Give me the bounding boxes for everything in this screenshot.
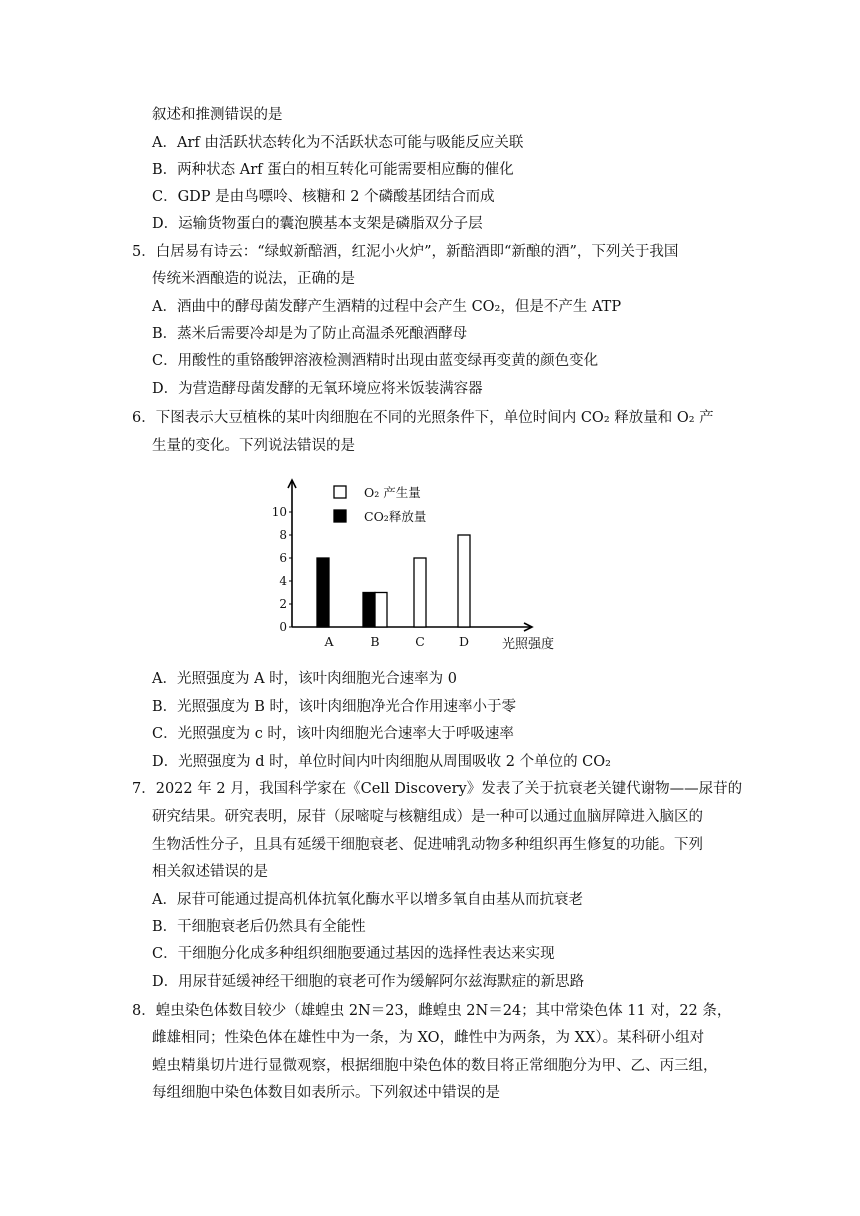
q7-option-c: C．干细胞分化成多种组织细胞要通过基因的选择性表达来实现	[152, 946, 555, 962]
y-tick-label: 4	[279, 574, 287, 588]
bar-co2-release	[317, 558, 329, 627]
q6-option-a: A．光照强度为 A 时，该叶肉细胞光合速率为 0	[152, 671, 457, 687]
q5-option-a: A．酒曲中的酵母菌发酵产生酒精的过程中会产生 CO₂，但是不产生 ATP	[152, 299, 622, 315]
legend-swatch-o2	[334, 486, 346, 498]
y-tick-label: 0	[279, 620, 287, 634]
q6-option-b: B．光照强度为 B 时，该叶肉细胞净光合作用速率小于零	[152, 699, 517, 715]
q6-stem-line2: 生量的变化。下列说法错误的是	[152, 438, 355, 454]
q7-option-b: B．干细胞衰老后仍然具有全能性	[152, 919, 366, 935]
y-tick-label: 10	[271, 505, 287, 519]
q7-option-d: D．用尿苷延缓神经干细胞的衰老可作为缓解阿尔兹海默症的新思路	[152, 974, 585, 990]
q6-bar-chart	[270, 470, 590, 660]
y-tick-label: 2	[279, 597, 287, 611]
q4-option-d: D．运输货物蛋白的囊泡膜基本支架是磷脂双分子层	[152, 216, 483, 232]
q8-stem-line4: 每组细胞中染色体数目如表所示。下列叙述中错误的是	[152, 1085, 500, 1101]
x-category-label: C	[415, 634, 425, 649]
q7-stem-line3: 生物活性分子，且具有延缓干细胞衰老、促进哺乳动物多种组织再生修复的功能。下列	[152, 837, 703, 853]
q4-option-c: C．GDP 是由鸟嘌呤、核糖和 2 个磷酸基团结合而成	[152, 189, 495, 205]
bar-co2-release	[363, 593, 375, 628]
q8-stem-line1: 8．蝗虫染色体数目较少（雄蝗虫 2N＝23，雌蝗虫 2N＝24；其中常染色体 11 对，22 条，	[132, 1003, 732, 1019]
bar-chart-svg	[270, 470, 590, 660]
legend-label-co2: CO₂释放量	[364, 509, 427, 524]
q6-option-d: D．光照强度为 d 时，单位时间内叶肉细胞从周围吸收 2 个单位的 CO₂	[152, 754, 611, 770]
x-category-label: B	[370, 634, 380, 649]
q7-stem-line2: 研究结果。研究表明，尿苷（尿嘧啶与核糖组成）是一种可以通过血脑屏障进入脑区的	[152, 809, 703, 825]
q4-option-a: A．Arf 由活跃状态转化为不活跃状态可能与吸能反应关联	[152, 135, 524, 151]
q5-option-d: D．为营造酵母菌发酵的无氧环境应将米饭装满容器	[152, 381, 483, 397]
q8-stem-line2: 雌雄相同；性染色体在雄性中为一条，为 XO，雌性中为两条，为 XX）。某科研小组对	[152, 1030, 705, 1046]
q4-stem-tail: 叙述和推测错误的是	[152, 107, 283, 123]
q4-option-b: B．两种状态 Arf 蛋白的相互转化可能需要相应酶的催化	[152, 162, 514, 178]
q7-stem-line4: 相关叙述错误的是	[152, 864, 268, 880]
bar-o2-production	[375, 593, 387, 628]
q7-stem-line1: 7．2022 年 2 月，我国科学家在《Cell Discovery》发表了关于抗衰老关键代谢物——尿苷的	[132, 781, 743, 797]
y-tick-label: 6	[279, 551, 287, 565]
q5-option-c: C．用酸性的重铬酸钾溶液检测酒精时出现由蓝变绿再变黄的颜色变化	[152, 353, 599, 369]
q7-option-a: A．尿苷可能通过提高机体抗氧化酶水平以增多氧自由基从而抗衰老	[152, 892, 583, 908]
legend-swatch-co2	[334, 510, 346, 522]
y-tick-label: 8	[279, 528, 287, 542]
x-axis-title: 光照强度	[502, 637, 555, 652]
legend-label-o2: O₂ 产生量	[364, 485, 421, 500]
q5-option-b: B．蒸米后需要冷却是为了防止高温杀死酿酒酵母	[152, 326, 468, 342]
q5-stem-line1: 5．白居易有诗云：“绿蚁新醅酒，红泥小火炉”，新醅酒即“新酿的酒”，下列关于我国	[132, 244, 679, 260]
q6-stem-line1: 6．下图表示大豆植株的某叶肉细胞在不同的光照条件下，单位时间内 CO₂ 释放量和 O₂ 产	[132, 410, 714, 426]
x-category-label: D	[458, 634, 470, 649]
bar-o2-production	[458, 535, 470, 627]
q6-option-c: C．光照强度为 c 时，该叶肉细胞光合速率大于呼吸速率	[152, 726, 514, 742]
q8-stem-line3: 蝗虫精巢切片进行显微观察，根据细胞中染色体的数目将正常细胞分为甲、乙、丙三组，	[152, 1058, 718, 1074]
bar-o2-production	[414, 558, 426, 627]
q5-stem-line2: 传统米酒酿造的说法，正确的是	[152, 271, 355, 287]
x-category-label: A	[324, 634, 334, 649]
